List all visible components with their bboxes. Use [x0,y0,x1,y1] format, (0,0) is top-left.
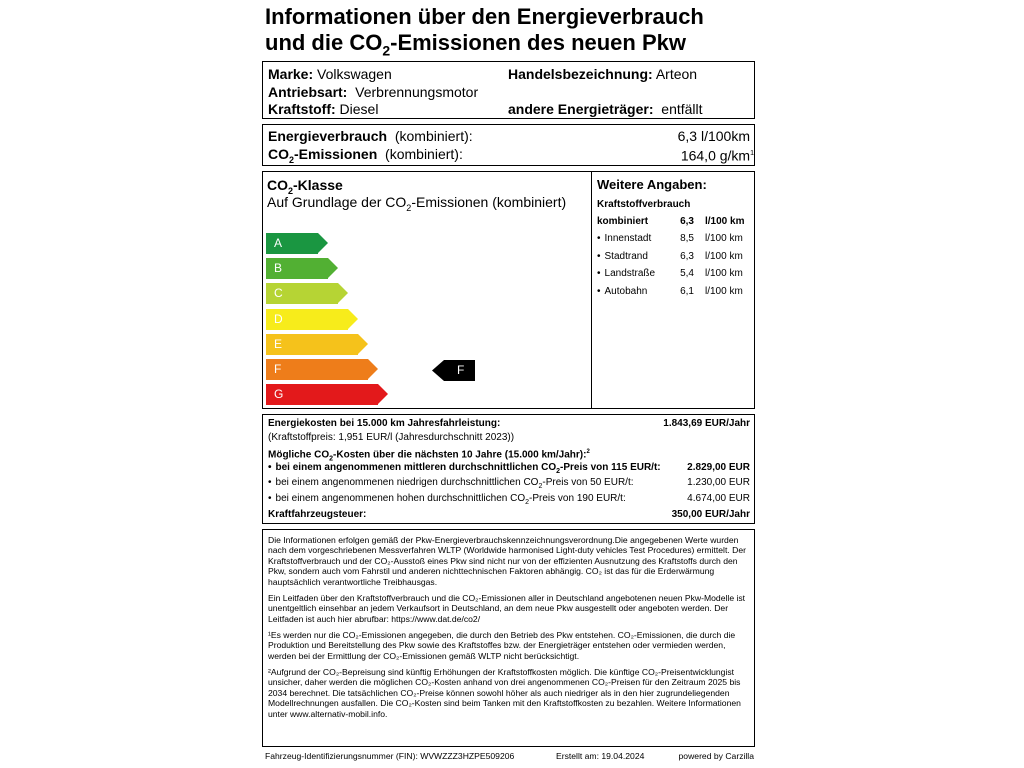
consumption-row-value: 8,5 [680,233,694,244]
antriebsart-value: Verbrennungsmotor [355,84,479,100]
erstellt-footer: Erstellt am: 19.04.2024 [556,751,645,761]
efficiency-class-d: D [266,309,348,330]
efficiency-arrow-tip [368,359,378,379]
co2-kosten-mittel-label: • bei einem angenommenen mittleren durchschnittlichen $CO_2$-Preis von 115 EUR/t: [268,462,661,478]
handelsbezeichnung-value: Arteon [655,66,698,82]
co2-kosten-niedrig-value: 1.230,00 EUR [687,477,750,488]
combined-value: 6,3 [680,216,694,227]
co2-emissionen-label: $CO_2$-Emissionen (kombiniert): [268,146,463,165]
consumption-row-label: • Stadtrand [597,251,648,263]
consumption-row-value: 5,4 [680,268,694,279]
efficiency-class-e: E [266,334,358,355]
co2-kosten-niedrig-label: • bei einem angenommenen niedrigen durchschnittlichen $CO_2$-Preis von 50 EUR/t: [268,477,634,493]
powered-by-footer: powered by Carzilla [678,751,754,761]
consumption-row-unit: l/100 km [705,250,743,262]
title-line-1: Informationen über den Energieverbrauch [265,4,704,29]
efficiency-class-c: C [266,283,338,304]
kraftfahrzeugsteuer-label: Kraftfahrzeugsteuer: [268,509,367,520]
co2-kosten-hoch-label: • bei einem angenommenen hohen durchschnittlichen $CO_2$-Preis von 190 EUR/t: [268,493,626,509]
consumption-row-unit: l/100 km [705,233,743,244]
kraftstoffverbrauch-subheading: Kraftstoffverbrauch [597,199,691,210]
antriebsart-row: Antriebsart: Verbrennungsmotor [268,84,479,100]
consumption-row-label: • Landstraße [597,268,655,280]
kraftfahrzeugsteuer-value: 350,00 EUR/Jahr [671,509,750,520]
current-class-letter: F [457,363,465,377]
energieverbrauch-value: 6,3 l/100km [677,128,750,144]
energiekosten-value: 1.843,69 EUR/Jahr [663,418,750,429]
info-paragraph-2: Ein Leitfaden über den Kraftstoffverbrauch und die CO₂-Emissionen aller in Deutschland angebotenen neuen Pkw-Modelle ist unentgeltlich einsehbar an jedem Verkaufsort in Deutschland, an dem neue Pkw ausgestellt oder angeboten werden. Der Leitfaden ist auch hier abrufbar: https://www.dat.de/co2/ [268,593,746,624]
kraftstoff-row: Kraftstoff: Diesel [268,101,379,117]
marke-value: Volkswagen [317,66,392,82]
efficiency-arrow-tip [358,334,368,354]
handelsbezeichnung-row: Handelsbezeichnung: Arteon [508,66,698,82]
title-line-2: und die $CO_2$-Emissionen des neuen Pkw [265,30,686,59]
efficiency-class-a: A [266,233,318,254]
efficiency-class-b: B [266,258,328,279]
co2-class-divider [591,171,592,409]
consumption-row-value: 6,3 [680,250,694,262]
efficiency-arrow-tip [318,233,328,253]
andere-energietraeger-row: andere Energieträger: entfällt [508,101,703,117]
moegliche-co2-kosten-label: Mögliche $CO_2$-Kosten über die nächsten 10 Jahre (15.000 km/Jahr):$^2$ [268,449,590,463]
page-title [265,4,704,63]
current-class-marker [432,360,475,381]
current-class-arrow-icon [432,360,475,381]
consumption-row-unit: l/100 km [705,285,743,297]
weitere-angaben-heading: Weitere Angaben: [597,177,707,192]
consumption-row-label: • Innenstadt [597,233,651,245]
efficiency-class-f: F [266,359,368,380]
info-paragraph-1: Die Informationen erfolgen gemäß der Pkw-Energieverbrauchskennzeichnungsverordnung.Die angegebenen Werte wurden nach dem vorgeschriebenen Messverfahren WLTP (Worldwide harmonised Light-duty vehicles Test Procedures) ermittelt. Der Kraftstoffverbrauch und der CO₂-Ausstoß eines Pkw sind nicht nur von der effizienten Ausnutzung des Kraftstoffs durch den Pkw, sondern auch vom Fahrstil und anderen nichttechnischen Faktoren abhängig. CO₂ ist das für die Erderwärmung hauptsächlich verantwortliche Treibhausgas. [268,535,746,587]
fin-footer: Fahrzeug-Identifizierungsnummer (FIN): WVWZZZ3HZPE509206 [265,751,515,761]
kraftstoff-value: Diesel [339,101,379,117]
efficiency-arrow-tip [328,258,338,278]
co2-class-subheading: Auf Grundlage der $CO_2$-Emissionen (kombiniert) [267,194,567,213]
energieverbrauch-label: Energieverbrauch (kombiniert): [268,128,473,144]
andere-energietraeger-value: entfällt [661,101,703,117]
info-paragraph-3: ¹Es werden nur die CO₂-Emissionen angegeben, die durch den Betrieb des Pkw entstehen. CO₂-Emissionen, die durch die Produktion und Bereitstellung des Pkw sowie des Kraftstoffes bzw. der Energieträger entstehen oder vermieden werden, werden bei der Ermittlung der CO₂-Emissionen gemäß WLTP nicht berücksichtigt. [268,630,736,661]
co2-kosten-mittel-value: 2.829,00 EUR [687,462,750,473]
co2-emissionen-value: 164,0 $g/km^1$ [680,147,754,164]
combined-unit: l/100 km [705,216,745,227]
consumption-row-unit: l/100 km [705,268,743,279]
marke-row: Marke: Volkswagen [268,66,392,82]
consumption-row-label: • Autobahn [597,286,647,298]
efficiency-arrow-tip [378,384,388,404]
co2-kosten-hoch-value: 4.674,00 EUR [687,493,750,504]
efficiency-arrow-tip [348,309,358,329]
energiekosten-label: Energiekosten bei 15.000 km Jahresfahrleistung: [268,418,501,429]
combined-label: kombiniert [597,216,649,227]
kraftstoffpreis-note: (Kraftstoffpreis: 1,951 EUR/l (Jahresdurchschnitt 2023)) [268,432,515,443]
info-paragraph-4: ²Aufgrund der CO₂-Bepreisung sind künftig Erhöhungen der Kraftstoffkosten möglich. Die künftige CO₂-Preisentwicklungist unsicher, daher werden die möglichen CO₂-Kosten anhand von drei angenommenen CO₂-Preisen für den Zeitraum 2025 bis 2034 berechnet. Die tatsächlichen CO₂-Preise können sowohl höher als auch niedriger als in den hier zugrundeliegenden Modellrechnungen ausfallen. Die CO₂-Kosten sind beim Tanken mit den Kraftstoffkosten zu bezahlen. Weitere Informationen unter www.alternativ-mobil.info. [268,667,741,719]
co2-class-heading: $CO_2$-Klasse [267,177,343,196]
efficiency-arrow-tip [338,283,348,303]
efficiency-class-g: G [266,384,378,405]
consumption-row-value: 6,1 [680,285,694,297]
